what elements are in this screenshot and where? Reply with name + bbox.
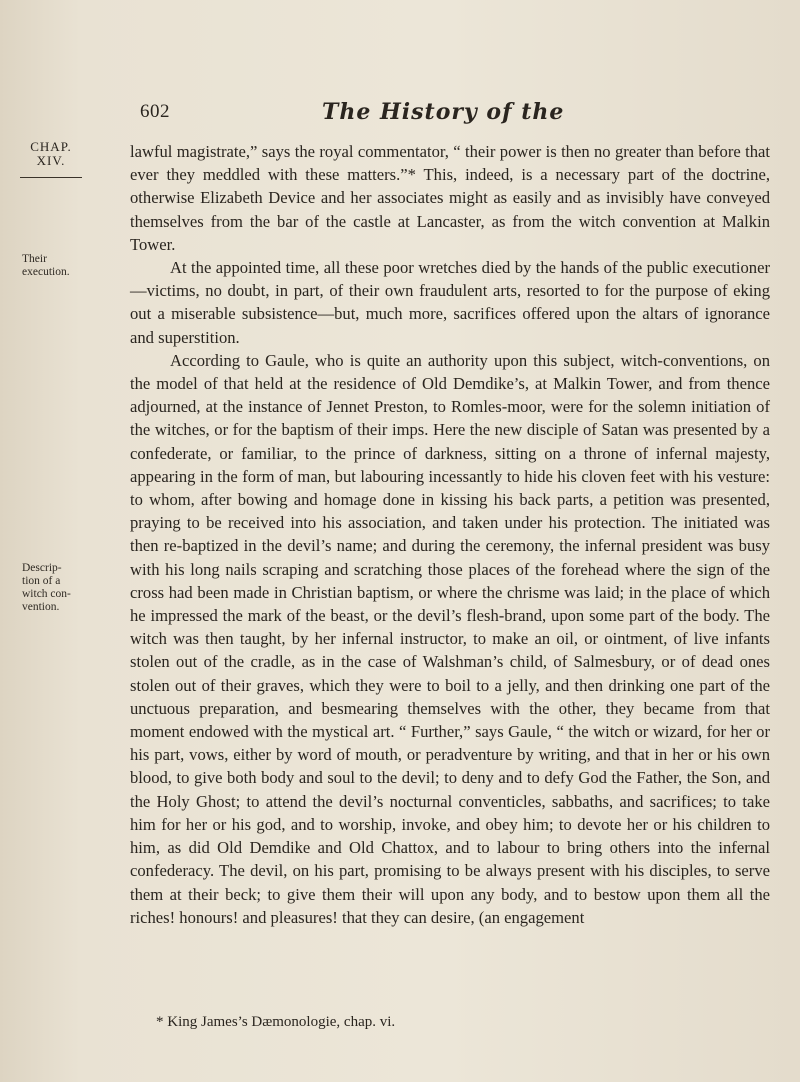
sidenote-line: Descrip- bbox=[22, 562, 62, 574]
chapter-number: XIV. bbox=[36, 153, 66, 168]
chapter-label bbox=[24, 140, 78, 168]
sidenote-line: tion of a bbox=[22, 575, 61, 587]
page-header bbox=[0, 99, 800, 129]
paragraph: At the appointed time, all these poor wretches died by the hands of the public executioner—victims, no doubt, in part, of their own fraudulent arts, resorted to for the purpose of eking out a miserable subsistence—but, much more, sacrifices offered upon the altars of ignorance and superstition. bbox=[130, 258, 770, 347]
paragraph: According to Gaule, who is quite an authority upon this subject, witch-conventions, on the model of that held at the residence of Old Demdike’s, at Malkin Tower, and from thence adjourned, at the instance of Jennet Preston, to Romles-moor, were for the solemn initiation of the witches, or for the baptism of their imps. Here the new disciple of Satan was presented by a confederate, or familiar, to the prince of darkness, sitting on a throne of infernal majesty, appearing in the form of man, but labouring incessantly to hide his cloven feet with his vesture: to whom, after bowing and homage done in kissing his back parts, a petition was presented, praying to be received into his association, and taken under his protection. The initiated was then re-baptized in the devil’s name; and during the ceremony, the infernal president was busy with his long nails scraping and scratching those places of the forehead where the sign of the cross had been made in Christian baptism, or where the chrisme was laid; in the place of which he impressed the mark of the beast, or the devil’s flesh-brand, upon some part of the body. The witch was then taught, by her infernal instructor, to make an oil, or ointment, of live infants stolen out of the cradle, as in the case of Walshman’s child, of Salmesbury, or of dead ones stolen out of their graves, which they were to boil to a jelly, and then drinking one part of the unctuous preparation, and besmearing themselves with the other, they became from that moment endowed with the mystical art. “ Further,” says Gaule, “ the witch or wizard, for her or his part, vows, either by word of mouth, or peradventure by writing, and that in her or his own blood, to give both body and soul to the devil; to deny and to defy God the Father, the Son, and the Holy Ghost; to attend the devil’s nocturnal conventicles, sabbaths, and sacrifices; to take him for her or his god, and to worship, invoke, and obey him; to devote her or his children to him, as did Old Demdike and Old Chattox, and to labour to bring others into the infernal confederacy. The devil, on his part, promising to be always present with his disciples, to serve them at their beck; to give them their will upon any body, and to bestow upon them all the riches! honours! and pleasures! that they can desire, (an engagement bbox=[130, 350, 770, 927]
chapter-label-text: CHAP. bbox=[30, 139, 72, 154]
footnote: * King James’s Dæmonologie, chap. vi. bbox=[156, 1014, 396, 1030]
body-text bbox=[130, 140, 770, 929]
sidenote-line: Their bbox=[22, 253, 47, 265]
sidenote-line: witch con- bbox=[22, 588, 71, 600]
running-head: The History of the bbox=[322, 99, 565, 125]
paragraph: lawful magistrate,” says the royal commentator, “ their power is then no greater than before that ever they meddled with these matters.”* This, indeed, is a necessary part of the doctrine, otherwise Elizabeth Device and her associates might as easily and as invisibly have conveyed themselves from the bar of the castle at Lancaster, as from the witch convention at Malkin Tower. bbox=[130, 142, 770, 254]
page-number: 602 bbox=[140, 101, 170, 122]
sidenote-witch-convention bbox=[22, 562, 84, 614]
sidenote-execution bbox=[22, 253, 84, 279]
sidenote-line: execution. bbox=[22, 266, 70, 278]
chapter-rule bbox=[20, 177, 82, 178]
sidenote-line: vention. bbox=[22, 601, 60, 613]
